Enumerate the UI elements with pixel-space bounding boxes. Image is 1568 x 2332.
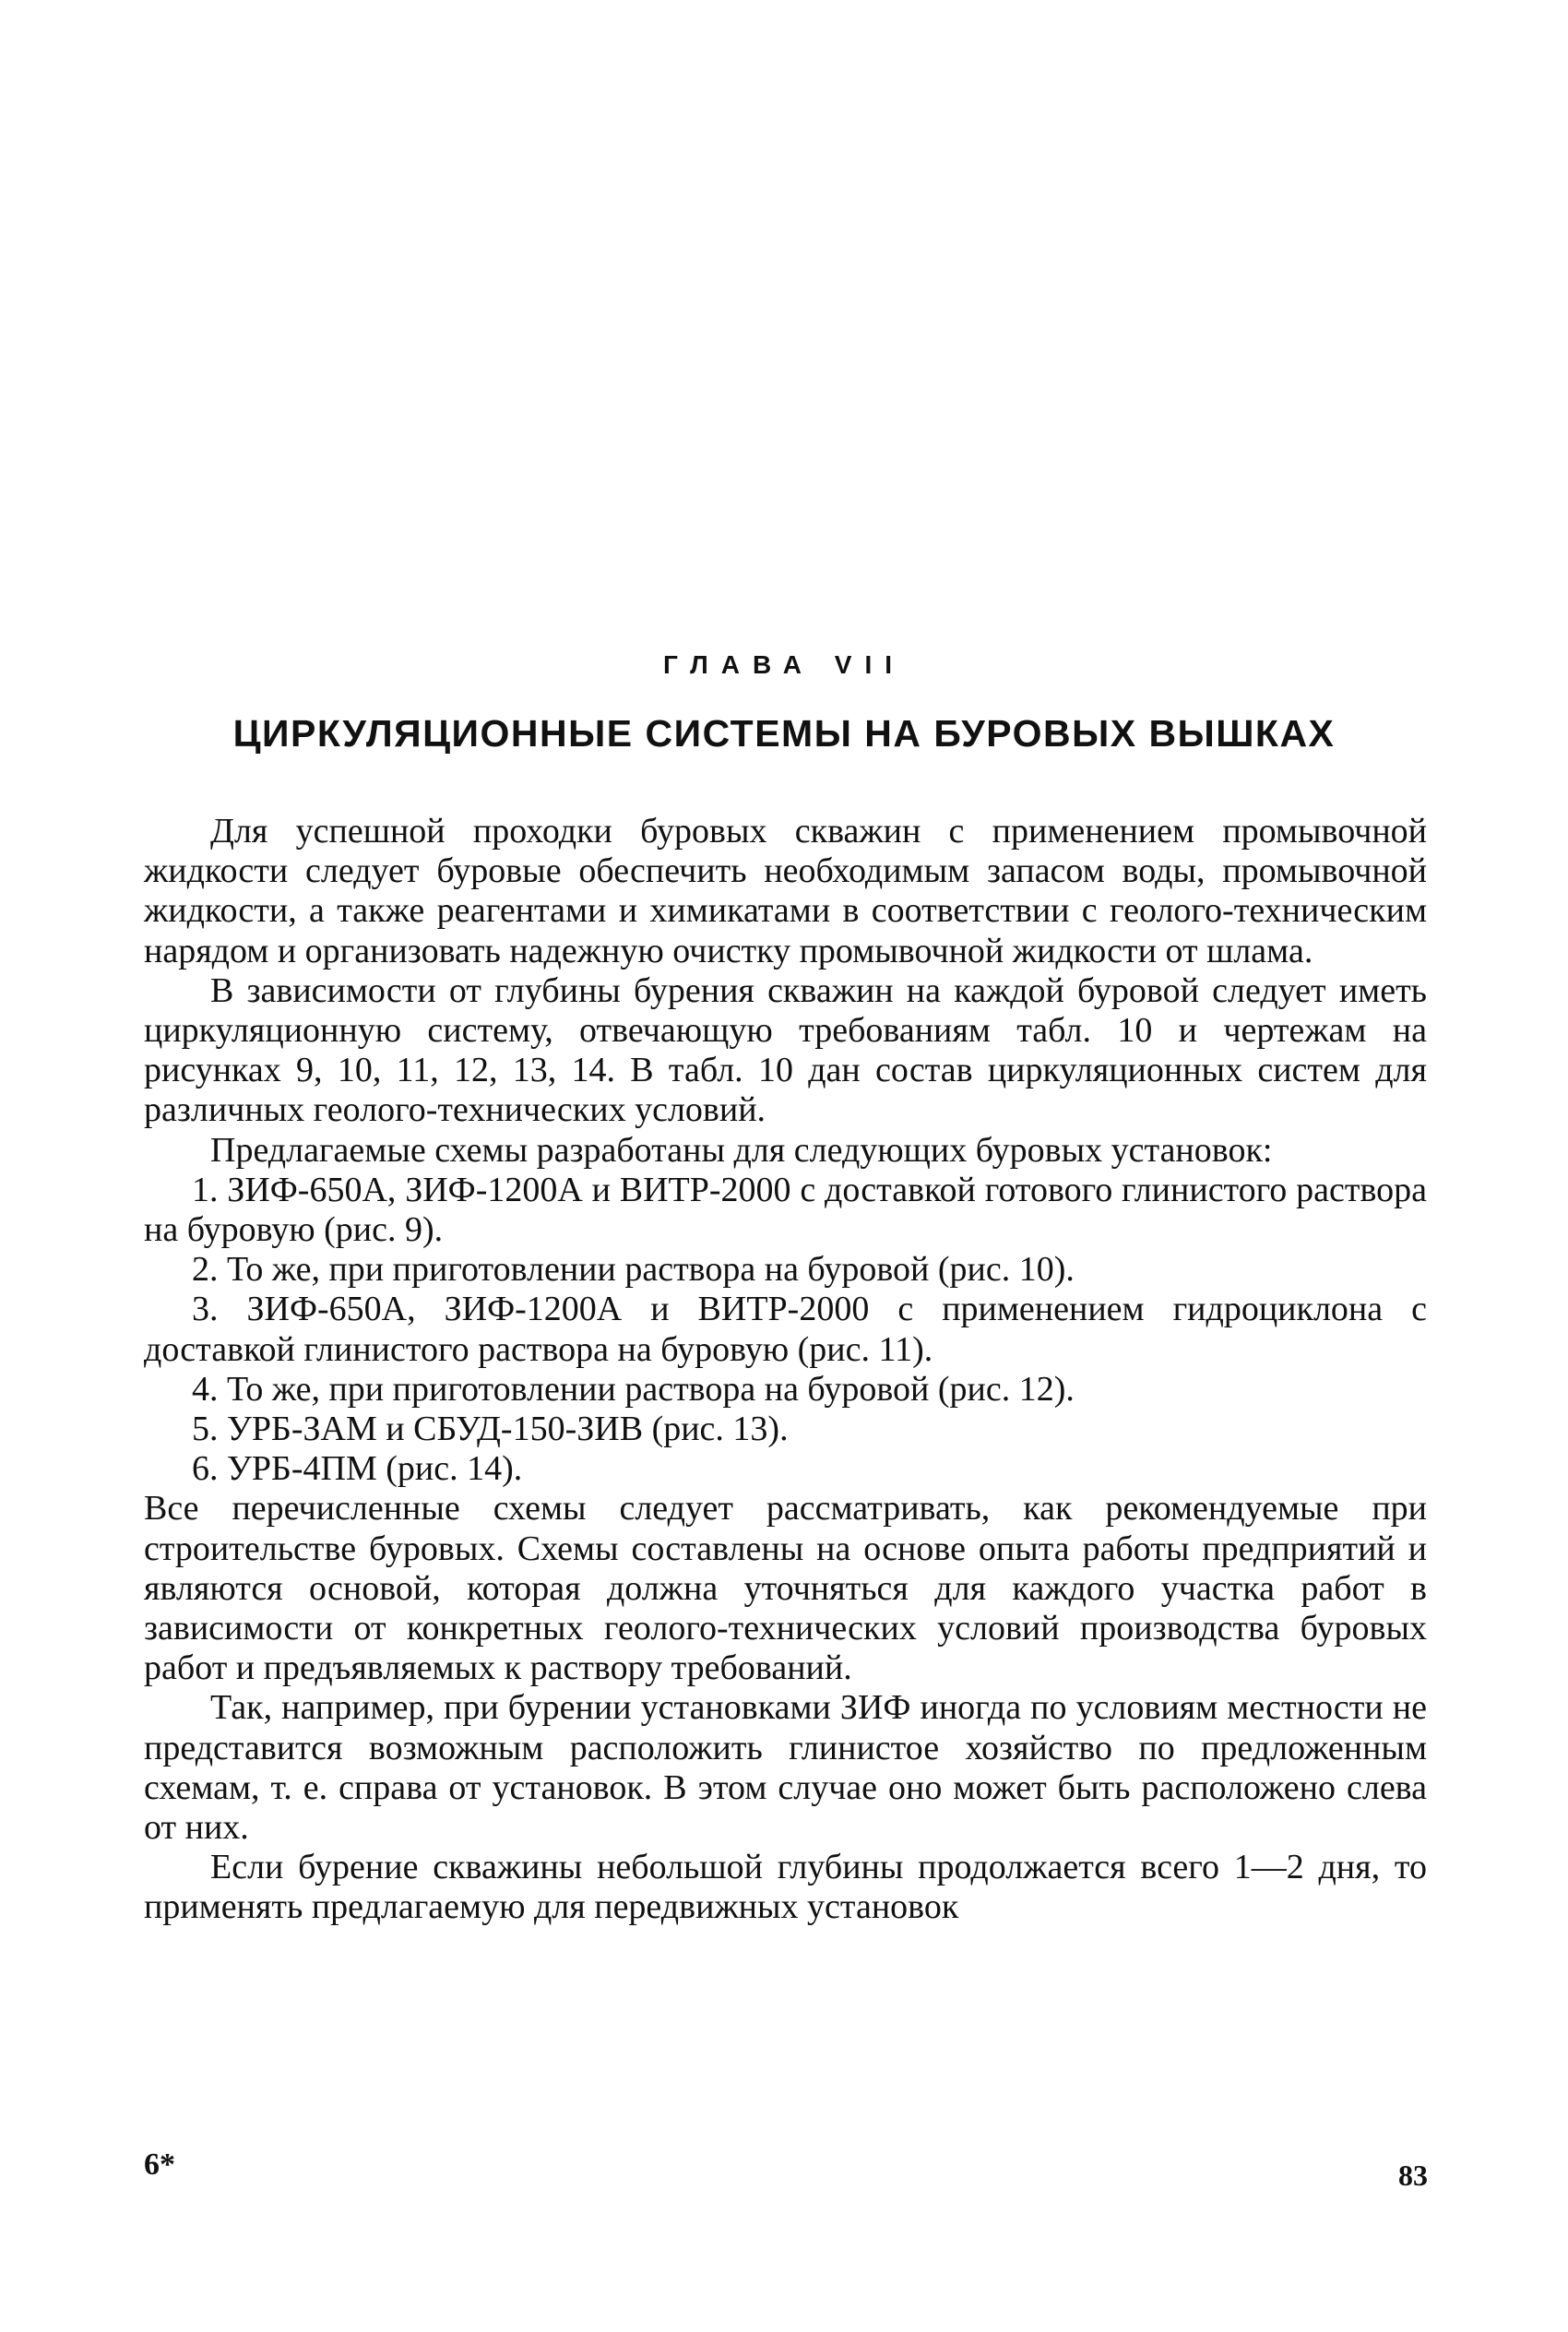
paragraph: Все перечисленные схемы следует рассматривать, как рекомендуемые при строительстве буровых. Схемы составлены на основе опыта работы предприятий и являются основой, которая должна уточняться для каждого участка работ в зависимости от конкретных геолого-технических условий производства буровых работ и предъявляемых к раствору требований. xyxy=(144,1489,1427,1688)
list-item: 1. ЗИФ-650А, ЗИФ-1200А и ВИТР-2000 с доставкой готового глинистого раствора на буровую (рис. 9). xyxy=(144,1170,1427,1250)
chapter-title: ЦИРКУЛЯЦИОННЫЕ СИСТЕМЫ НА БУРОВЫХ ВЫШКАХ xyxy=(232,712,1336,755)
paragraph: Для успешной проходки буровых скважин с применением промывочной жидкости следует буровые обеспечить необходимым запасом воды, промывочной жидкости, а также реагентами и химикатами в соответствии с геолого-техническим нарядом и организовать надежную очистку промывочной жидкости от шлама. xyxy=(144,812,1427,970)
list-item: 6. УРБ-4ПМ (рис. 14). xyxy=(192,1449,523,1489)
list-item: 5. УРБ-ЗАМ и СБУД-150-ЗИВ (рис. 13). xyxy=(192,1410,789,1449)
paragraph: Предлагаемые схемы разработаны для следующих буровых установок: xyxy=(210,1130,1273,1170)
list-item: 3. ЗИФ-650А, ЗИФ-1200А и ВИТР-2000 с применением гидроциклона с доставкой глинистого раствора на буровую (рис. 11). xyxy=(144,1290,1427,1369)
body-text xyxy=(144,812,1427,1928)
paragraph: Если бурение скважины небольшой глубины продолжается всего 1—2 дня, то применять предлагаемую для передвижных установок xyxy=(144,1848,1427,1927)
chapter-label: ГЛАВА VII xyxy=(662,650,906,679)
page-number: 83 xyxy=(1398,2159,1428,2192)
paragraph: В зависимости от глубины бурения скважин на каждой буровой следует иметь циркуляционную систему, отвечающую требованиям табл. 10 и чертежам на рисунках 9, 10, 11, 12, 13, 14. В табл. 10 дан состав циркуляционных систем для различных геолого-технических условий. xyxy=(144,970,1427,1130)
printer-signature: 6* xyxy=(144,2148,175,2182)
list-item: 4. То же, при приготовлении раствора на буровой (рис. 12). xyxy=(192,1369,1075,1409)
paragraph: Так, например, при бурении установками ЗИФ иногда по условиям местности не представится возможным расположить глинистое хозяйство по предложенным схемам, т. е. справа от установок. В этом случае оно может быть расположено слева от них. xyxy=(144,1688,1427,1848)
list-item: 2. То же, при приготовлении раствора на буровой (рис. 10). xyxy=(192,1250,1075,1290)
